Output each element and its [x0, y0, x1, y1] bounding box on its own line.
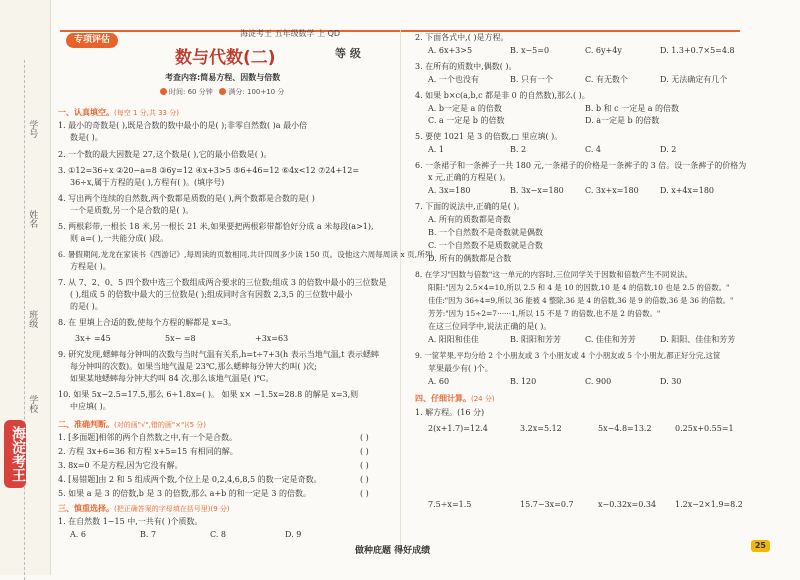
- question-line: 每分钟叫的次数)。如果当地气温是 23℃,那么蟋蟀每分钟大约叫( )次;: [70, 362, 317, 371]
- option[interactable]: B. 7: [140, 530, 157, 539]
- equation: 2(x+1.7)=12.4: [428, 424, 488, 433]
- grade-label: 等 级: [335, 47, 361, 60]
- option[interactable]: A. 所有的质数都是奇数: [428, 215, 511, 224]
- question-line: 如果某地蟋蟀每分钟大约叫 84 次,那么该地气温是( )℃。: [70, 374, 274, 383]
- question-line: 阳阳:"因为 2.5×4=10,所以 2.5 和 4 是 10 的因数,10 是 4 的倍数,10 也是 2.5 的倍数。": [428, 283, 730, 292]
- option[interactable]: C. 8: [210, 530, 227, 539]
- question-line: 一个是质数,另一个是合数的是( )。: [70, 206, 194, 215]
- section-badge: 专项评估: [66, 33, 118, 48]
- judge-item: 5. 如果 a 是 3 的倍数,b 是 3 的倍数,那么 a+b 的和一定是 3 的倍数。: [58, 489, 311, 498]
- equation: x−0.32x=0.34: [598, 500, 657, 509]
- question-line: 8. 在 里填上合适的数,使每个方程的解都是 x=3。: [58, 318, 237, 327]
- option[interactable]: D. 无法确定有几个: [660, 75, 728, 84]
- option[interactable]: D. a一定是 b 的倍数: [585, 116, 660, 125]
- question-line: 7. 下面的说法中,正确的是( )。: [415, 202, 525, 211]
- school-label: 学校: [27, 395, 38, 413]
- option[interactable]: C. 有无数个: [585, 75, 628, 84]
- equation: 5x− =8: [165, 334, 196, 343]
- question-line: 9. 一筐苹果,平均分给 2 个小朋友或 3 个小朋友或 4 个小朋友或 5 个小朋友,都正好分完,这筐: [415, 351, 721, 360]
- option[interactable]: A. 6: [70, 530, 86, 539]
- question-line: 6. 暑假期间,龙龙在家读书《西游记》,每周读的页数相同,共计四周多少读 150 页。设他这六周每周读 x 页,所列: [58, 250, 433, 259]
- option[interactable]: A. 3x=180: [428, 186, 471, 195]
- question-line: 5. 两根彩带,一根长 18 米,另一根长 21 米,如果要把两根彩带都恰好分成 a 米每段(a>1),: [58, 222, 374, 231]
- option[interactable]: D. 30: [660, 377, 682, 386]
- question-line: 2. 一个数的最大因数是 27,这个数是( ),它的最小倍数是( )。: [58, 150, 272, 159]
- answer-blank[interactable]: ( ): [360, 461, 369, 470]
- question-line: 的是( )。: [70, 302, 103, 311]
- section-heading: 一、认真填空。(每空 1 分,共 33 分): [58, 108, 179, 117]
- question-line: 10. 如果 5x−2.5=17.5,那么 6÷1.8x=( )。 如果 x× −1.5x=28.8 的解是 x=3,则: [58, 390, 359, 399]
- question-line: 苹果最少有( )个。: [428, 364, 493, 373]
- question-line: 5. 要使 1021 是 3 的倍数,□ 里应填( )。: [415, 132, 563, 141]
- judge-item: 1. [多面题]相邻的两个自然数之中,有一个是合数。: [58, 433, 237, 442]
- page-fold: [400, 30, 401, 550]
- option[interactable]: B. x−5=0: [510, 46, 550, 55]
- question-line: 数是( )。: [70, 133, 103, 142]
- option[interactable]: D. 阳阳、佳佳和芳芳: [660, 335, 736, 344]
- question-line: 1. 在自然数 1~15 中,一共有( )个质数。: [58, 517, 203, 526]
- option[interactable]: A. 60: [428, 377, 450, 386]
- option[interactable]: C. 3x+x=180: [585, 186, 639, 195]
- judge-item: 2. 方程 3x+6=36 和方程 x+5=15 有相同的解。: [58, 447, 238, 456]
- answer-blank[interactable]: ( ): [360, 489, 369, 498]
- question-line: x 元,正确的方程是( )。: [428, 173, 511, 182]
- equation: 15.7−3x=0.7: [520, 500, 574, 509]
- question-line: 36÷x,属于方程的是( ),方程有( )。(填序号): [70, 178, 225, 187]
- section-heading: 四、仔细计算。(24 分): [415, 394, 495, 403]
- equation: 0.25x+0.55=1: [675, 424, 734, 433]
- judge-item: 3. 8x=0 不是方程,因为它没有解。: [58, 461, 183, 470]
- option[interactable]: C. a 一定是 b 的倍数: [428, 116, 505, 125]
- option[interactable]: D. 所有的偶数都是合数: [428, 254, 512, 263]
- option[interactable]: A. 1: [428, 145, 444, 154]
- class-label: 班级: [27, 310, 38, 328]
- equation: 3x+ =45: [75, 334, 111, 343]
- option[interactable]: D. 2: [660, 145, 677, 154]
- question-line: 4. 写出两个连续的自然数,两个数都是质数的是( ),两个数都是合数的是( ): [58, 194, 315, 203]
- page-title: 数与代数(二): [175, 48, 276, 68]
- answer-blank[interactable]: ( ): [360, 475, 369, 484]
- running-header: 海淀考王 五年级数学 上 QD: [240, 29, 341, 38]
- question-line: 7. 从 7、2、0、5 四个数中选三个数组成两合要求的三位数;组成 3 的倍数中最小的三位数是: [58, 278, 387, 287]
- equation: 5x−4.8=13.2: [598, 424, 652, 433]
- option[interactable]: B. 阳阳和芳芳: [510, 335, 561, 344]
- section-heading: 二、准确判断。(对的画"√",错的画"×")(5 分): [58, 420, 207, 429]
- option[interactable]: B. b 和 c 一定是 a 的倍数: [585, 104, 680, 113]
- question-line: 8. 在学习"因数与倍数"这一单元的内容时,三位同学关于因数和倍数产生不同说法。: [415, 270, 693, 279]
- question-line: 1. 解方程。(16 分): [415, 408, 485, 417]
- question-line: 则 a=( ),一共能分成( )段。: [70, 234, 169, 243]
- option[interactable]: D. x+4x=180: [660, 186, 715, 195]
- section-heading: 三、慎重选择。(把正确答案的字母填在括号里)(9 分): [58, 504, 230, 513]
- question-line: 3. ①12=36÷x ②20−a=8 ③6y=12 ④x+3>5 ⑤6+46=12 ⑥4x<12 ⑦24+12=: [58, 166, 360, 175]
- question-line: 中应填( )。: [70, 402, 111, 411]
- option[interactable]: D. 1.3+0.7×5=4.8: [660, 46, 735, 55]
- option[interactable]: A. 一个也没有: [428, 75, 479, 84]
- question-line: 9. 研究发现,蟋蟀每分钟叫的次数与当时气温有关系,h=t÷7+3(h 表示当地气温,t 表示蟋蟀: [58, 350, 380, 359]
- question-line: 1. 最小的奇数是( ),既是合数的数中最小的是( );非零自然数( )a 最小倍: [58, 121, 308, 130]
- name-label: 姓名: [27, 210, 38, 228]
- option[interactable]: B. 2: [510, 145, 527, 154]
- divider: [24, 60, 25, 580]
- option[interactable]: B. 一个自然数不是奇数就是偶数: [428, 228, 543, 237]
- brand-logo: 海淀考王: [4, 420, 26, 488]
- option[interactable]: B. 只有一个: [510, 75, 553, 84]
- score-icon: [219, 88, 226, 95]
- binding-margin: [0, 0, 51, 575]
- option[interactable]: B. 120: [510, 377, 537, 386]
- question-line: 芳芳:"因为 15÷2=7······1,所以 15 不是 7 的倍数,也不是 2 的倍数。": [428, 309, 661, 318]
- question-line: 4. 如果 b×c(a,b,c 都是非 0 的自然数),那么( )。: [415, 91, 590, 100]
- page-number: 25: [751, 540, 770, 552]
- question-line: 3. 在所有的质数中,偶数( )。: [415, 62, 517, 71]
- equation: +3x=63: [255, 334, 289, 343]
- question-line: 方程是( )。: [70, 262, 111, 271]
- option[interactable]: C. 佳佳和芳芳: [585, 335, 636, 344]
- option[interactable]: A. 阳阳和佳佳: [428, 335, 479, 344]
- answer-blank[interactable]: ( ): [360, 447, 369, 456]
- student-id-label: 学号: [27, 120, 38, 138]
- question-line: 2. 下面各式中,( )是方程。: [415, 33, 509, 42]
- option[interactable]: B. 3x−x=180: [510, 186, 564, 195]
- option[interactable]: C. 一个自然数不是质数就是合数: [428, 241, 543, 250]
- answer-blank[interactable]: ( ): [360, 433, 369, 442]
- option[interactable]: C. 6y+4y: [585, 46, 622, 55]
- option[interactable]: A. 6x+3>5: [428, 46, 473, 55]
- question-line: 6. 一条裙子和一条裤子一共 180 元,一条裙子的价格是一条裤子的 3 倍。设一条裤子的价格为: [415, 161, 747, 170]
- option[interactable]: C. 4: [585, 145, 602, 154]
- content-label: 考查内容:简易方程、因数与倍数: [165, 73, 281, 82]
- equation: 1.2x−2×1.9=8.2: [675, 500, 743, 509]
- footer-slogan: 做种庇题 得好成绩: [355, 546, 431, 556]
- option[interactable]: D. 9: [285, 530, 302, 539]
- exam-meta: 时间: 60 分钟 满分: 100+10 分: [160, 88, 284, 97]
- question-line: 在这三位同学中,说法正确的是( )。: [428, 322, 552, 331]
- equation: 7.5÷x=1.5: [428, 500, 472, 509]
- equation: 3.2x=5.12: [520, 424, 562, 433]
- clock-icon: [160, 88, 167, 95]
- question-line: ( ),组成 5 的倍数中最大的三位数是( );组成同时含有因数 2,3,5 的三位数中最小: [70, 290, 353, 299]
- option[interactable]: A. b一定是 a 的倍数: [428, 104, 502, 113]
- option[interactable]: C. 900: [585, 377, 612, 386]
- judge-item: 4. [易错题]由 2 和 5 组成两个数,个位上是 0,2,4,6,8,5 的数一定是奇数。: [58, 475, 322, 484]
- question-line: 佳佳:"因为 36÷4=9,所以 36 能被 4 整除,36 是 4 的倍数,36 是 9 的倍数,36 是 36 的倍数。": [428, 296, 734, 305]
